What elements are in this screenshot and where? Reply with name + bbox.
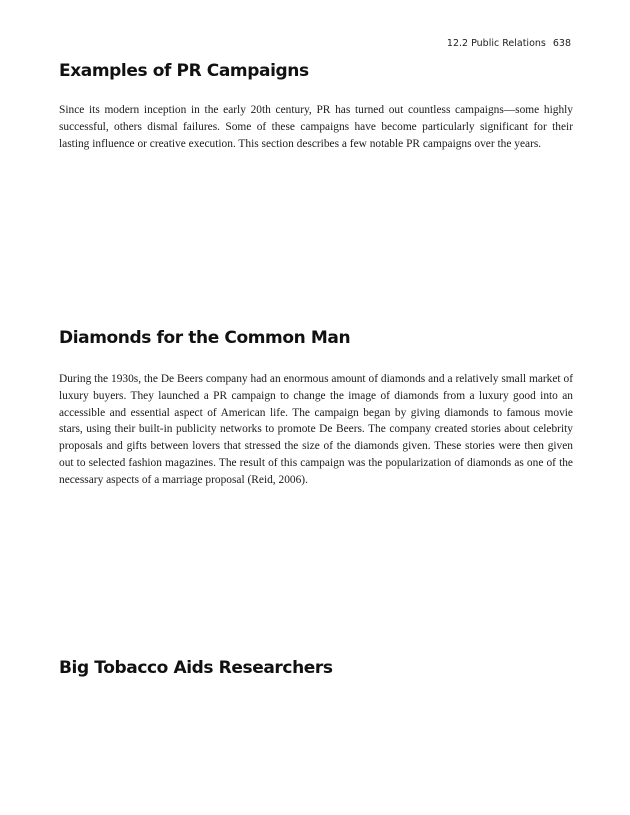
header-section-label: 12.2 Public Relations (446, 38, 546, 49)
section-heading-pr-campaigns: Examples of PR Campaigns (59, 61, 309, 81)
diamonds-paragraph: During the 1930s, the De Beers company had an enormous amount of diamonds and a relatively small market of luxury buyers. They launched a PR campaign to change the image of diamonds from a luxury good into an accessible and essential aspect of American life. The campaign began by giving diamonds to famous movie stars, using their built-in publicity networks to promote De Beers. The company created stories about celebrity proposals and gifts between lovers that stressed the size of the diamonds given. These stories were then given out to selected fashion magazines. The result of this campaign was the popularization of diamonds as one of the necessary aspects of a marriage proposal (Reid, 2006). (59, 373, 573, 486)
section-heading-big-tobacco: Big Tobacco Aids Researchers (59, 658, 333, 678)
page-number: 638 (552, 38, 571, 49)
intro-paragraph: Since its modern inception in the early 20th century, PR has turned out countless campaigns—some highly successful, others dismal failures. Some of these campaigns have become particularly significant for their lasting influence or creative execution. This section describes a few notable PR campaigns over the years. (59, 104, 573, 150)
running-header (447, 38, 571, 49)
section-heading-diamonds: Diamonds for the Common Man (59, 328, 351, 348)
